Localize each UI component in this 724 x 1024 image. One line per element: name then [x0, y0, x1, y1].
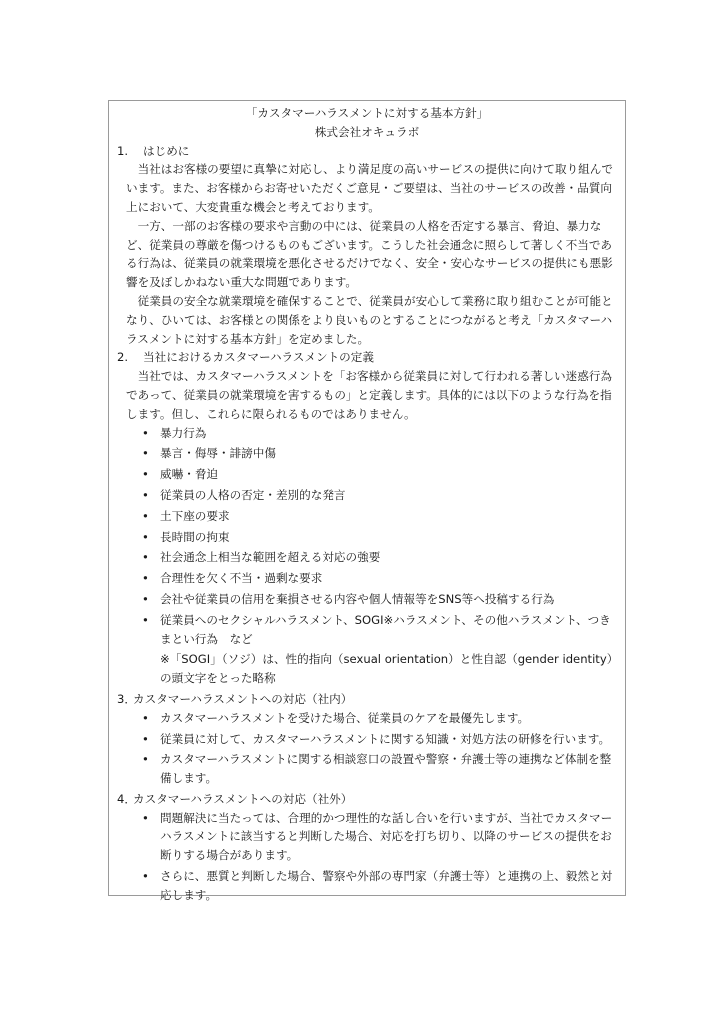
list-item-text: 問題解決に当たっては、合理的かつ理性的な話し合いを行いますが、当社でカスタマーハラスメントに該当すると判断した場合、対応を打ち切り、以降のサービスの提供をお断りする場合があります。: [160, 810, 613, 863]
list-item-text: 会社や従業員の信用を棄損させる内容や個人情報等をSNS等へ投稿する行為: [160, 591, 555, 606]
document-title: 「カスタマーハラスメントに対する基本方針」: [245, 106, 489, 120]
list-item: [117, 730, 617, 749]
list-item: [117, 590, 617, 609]
policy-document: [117, 104, 617, 907]
list-item-text: 長時間の拘束: [160, 529, 230, 544]
list-item-text: 従業員へのセクシャルハラスメント、SOGI※ハラスメント、その他ハラスメント、つきまとい行為 など: [160, 612, 611, 646]
paragraph: 一方、一部のお客様の要求や言動の中には、従業員の人格を否定する暴言、脅迫、暴力など、従業員の尊厳を傷つけるものもございます。こうした社会通念に照らして著しく不当である行為は、従業員の就業環境を悪化させるだけでなく、安全・安心なサービスの提供にも悪影響を及ぼしかねない重大な問題であります。: [126, 218, 613, 290]
list-item-text: 暴力行為: [160, 425, 207, 440]
list-item: [117, 486, 617, 505]
list-item: [117, 569, 617, 588]
section-title: カスタマーハラスメントへの対応（社外）: [133, 791, 353, 806]
list-item: [117, 424, 617, 443]
list-item-text: 暴言・侮辱・誹謗中傷: [160, 446, 276, 461]
list-item-text: 社会通念上相当な範囲を超える対応の強要: [160, 550, 381, 565]
bullet-icon: •: [142, 612, 149, 627]
bullet-icon: •: [142, 752, 149, 767]
list-item-text: 土下座の要求: [160, 508, 230, 523]
bullet-list: [117, 809, 617, 905]
list-item-text: 従業員に対して、カスタマーハラスメントに関する知識・対処方法の研修を行います。: [160, 731, 611, 746]
section-heading: [117, 690, 617, 709]
bullet-list: [117, 709, 617, 788]
list-item: [117, 611, 617, 649]
section-title: はじめに: [143, 143, 190, 158]
list-item-text: 威嚇・脅迫: [160, 467, 218, 482]
bullet-icon: •: [142, 810, 149, 825]
list-item: [117, 465, 617, 484]
bullet-list: [117, 424, 617, 649]
section-number: 2.: [117, 350, 129, 365]
list-item-text: 合理性を欠く不当・過剰な要求: [160, 571, 323, 586]
bullet-icon: •: [142, 571, 149, 586]
bullet-icon: •: [142, 487, 149, 502]
bullet-icon: •: [142, 425, 149, 440]
paragraph: 従業員の安全な就業環境を確保することで、従業員が安心して業務に取り組むことが可能となり、ひいては、お客様との関係をより良いものとすることにつながると考え「カスタマーハラスメントに対する基本方針」を定めました。: [126, 293, 613, 346]
paragraph: 当社はお客様の要望に真摯に対応し、より満足度の高いサービスの提供に向けて取り組んでいます。また、お客様からお寄せいただくご意見・ご要望は、当社のサービスの改善・品質向上において、大変貴重な機会と考えております。: [126, 162, 613, 214]
list-item-text: カスタマーハラスメントを受けた場合、従業員のケアを最優先します。: [160, 710, 530, 725]
list-item: [117, 507, 617, 526]
section-number: 4．: [117, 791, 136, 806]
list-item-text: 従業員の人格の否定・差別的な発言: [160, 487, 346, 502]
bullet-icon: •: [142, 467, 149, 482]
list-item-text: さらに、悪質と判断した場合、警察や外部の専門家（弁護士等）と連携の上、毅然と対応します。: [160, 869, 613, 902]
section-heading: [117, 348, 617, 367]
list-item: [117, 548, 617, 567]
section-number: 1.: [117, 143, 129, 158]
company-name: 株式会社オキュラボ: [314, 124, 420, 139]
list-item: [117, 750, 617, 788]
list-item: [117, 709, 617, 728]
bullet-icon: •: [142, 710, 149, 725]
list-item: [117, 809, 617, 865]
bullet-icon: •: [142, 591, 149, 606]
bullet-icon: •: [142, 529, 149, 544]
bullet-icon: •: [142, 550, 149, 565]
section-title: カスタマーハラスメントへの対応（社内）: [133, 691, 353, 706]
section-number: 3．: [117, 691, 136, 706]
list-item: [117, 528, 617, 547]
list-item-text: カスタマーハラスメントに関する相談窓口の設置や警察・弁護士等の連携など体制を整備します。: [160, 752, 612, 786]
bullet-icon: •: [142, 731, 149, 746]
paragraph: 当社では、カスタマーハラスメントを「お客様から従業員に対して行われる著しい迷惑行為であって、従業員の就業環境を害するもの」と定義します。具体的には以下のような行為を指します。但し、これらに限られるものではありません。: [126, 369, 613, 421]
list-item: [117, 867, 617, 905]
section-heading: [117, 142, 617, 161]
bullet-icon: •: [142, 869, 149, 884]
list-item: [117, 444, 617, 463]
footnote: ※「SOGI」（ソジ）は、性的指向（sexual orientation）と性自認（gender identity）の頭文字をとった略称: [160, 652, 613, 686]
bullet-icon: •: [142, 446, 149, 461]
bullet-icon: •: [142, 508, 149, 523]
section-title: 当社におけるカスタマーハラスメントの定義: [143, 350, 374, 365]
section-heading: [117, 790, 617, 809]
